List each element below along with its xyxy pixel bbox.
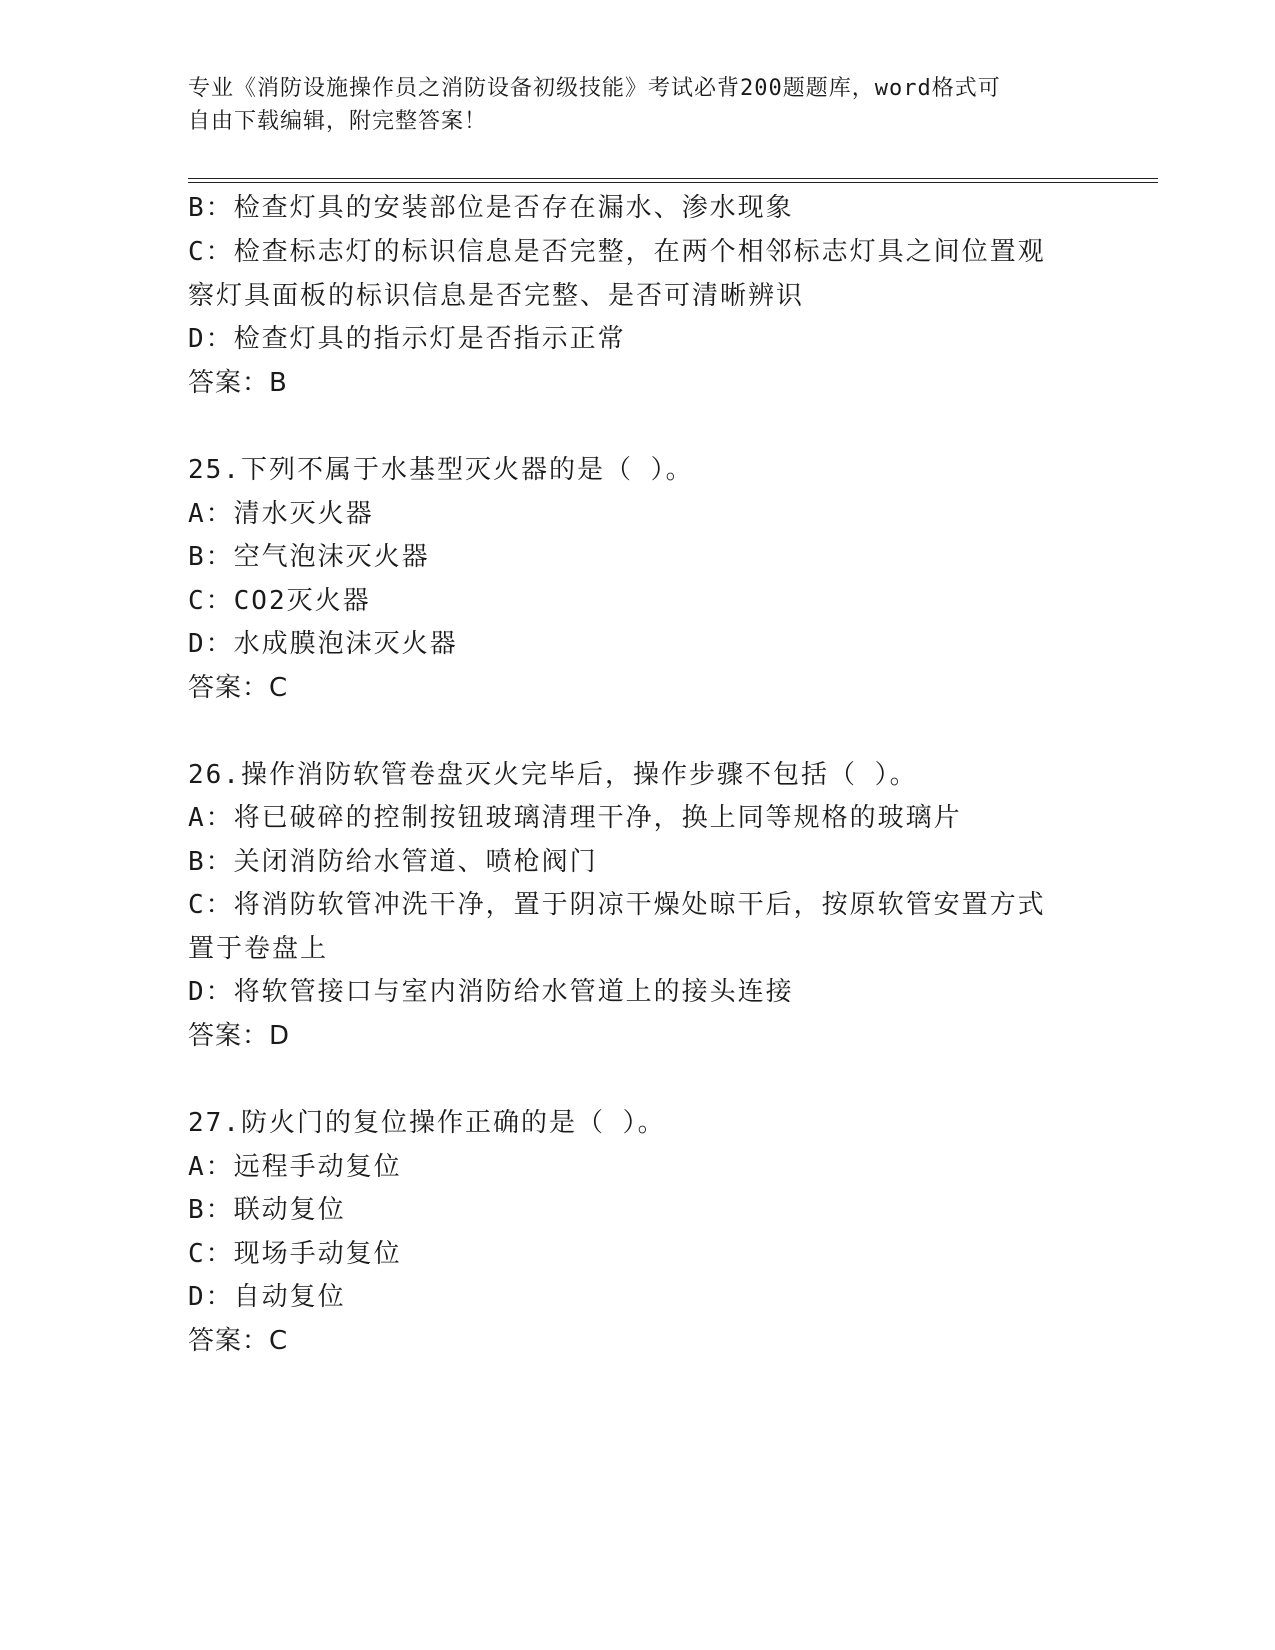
header-line-2: 自由下载编辑，附完整答案！ <box>188 109 488 134</box>
q27-answer: 答案：C <box>188 1326 289 1356</box>
prev-option-c-line-1: C：检查标志灯的标识信息是否完整，在两个相邻标志灯具之间位置观 <box>188 237 1046 267</box>
q26-option-b: B：关闭消防给水管道、喷枪阀门 <box>188 847 598 877</box>
q25-stem: 25.下列不属于水基型灭火器的是（ ）。 <box>188 455 694 485</box>
q25-answer: 答案：C <box>188 673 289 703</box>
header-rule-top <box>188 178 1158 179</box>
q27-option-a: A：远程手动复位 <box>188 1152 402 1182</box>
q25-option-d: D：水成膜泡沫灭火器 <box>188 629 458 659</box>
q27-option-b: B：联动复位 <box>188 1195 346 1225</box>
q26-option-d: D：将软管接口与室内消防给水管道上的接头连接 <box>188 977 794 1007</box>
q26-option-c-line-2: 置于卷盘上 <box>188 934 329 964</box>
prev-option-c-line-2: 察灯具面板的标识信息是否完整、是否可清晰辨识 <box>188 281 805 311</box>
prev-option-d: D：检查灯具的指示灯是否指示正常 <box>188 324 626 354</box>
q25-option-b: B：空气泡沫灭火器 <box>188 542 430 572</box>
header-rule-bottom <box>188 182 1158 183</box>
q26-stem: 26.操作消防软管卷盘灭火完毕后，操作步骤不包括（ ）。 <box>188 760 918 790</box>
q26-option-c-line-1: C：将消防软管冲洗干净，置于阴凉干燥处晾干后，按原软管安置方式 <box>188 890 1046 920</box>
q27-stem: 27.防火门的复位操作正确的是（ ）。 <box>188 1108 666 1138</box>
q25-option-a: A：清水灭火器 <box>188 499 374 529</box>
prev-answer: 答案：B <box>188 368 288 398</box>
header-line-1: 专业《消防设施操作员之消防设备初级技能》考试必背200题题库，word格式可 <box>188 76 1001 101</box>
document-header <box>188 72 1088 138</box>
q27-option-c: C：现场手动复位 <box>188 1239 402 1269</box>
q26-answer: 答案：D <box>188 1021 291 1051</box>
q26-option-a: A：将已破碎的控制按钮玻璃清理干净，换上同等规格的玻璃片 <box>188 803 962 833</box>
q25-option-c: C：CO2灭火器 <box>188 586 371 616</box>
q27-option-d: D：自动复位 <box>188 1282 346 1312</box>
prev-option-b: B：检查灯具的安装部位是否存在漏水、渗水现象 <box>188 193 794 223</box>
